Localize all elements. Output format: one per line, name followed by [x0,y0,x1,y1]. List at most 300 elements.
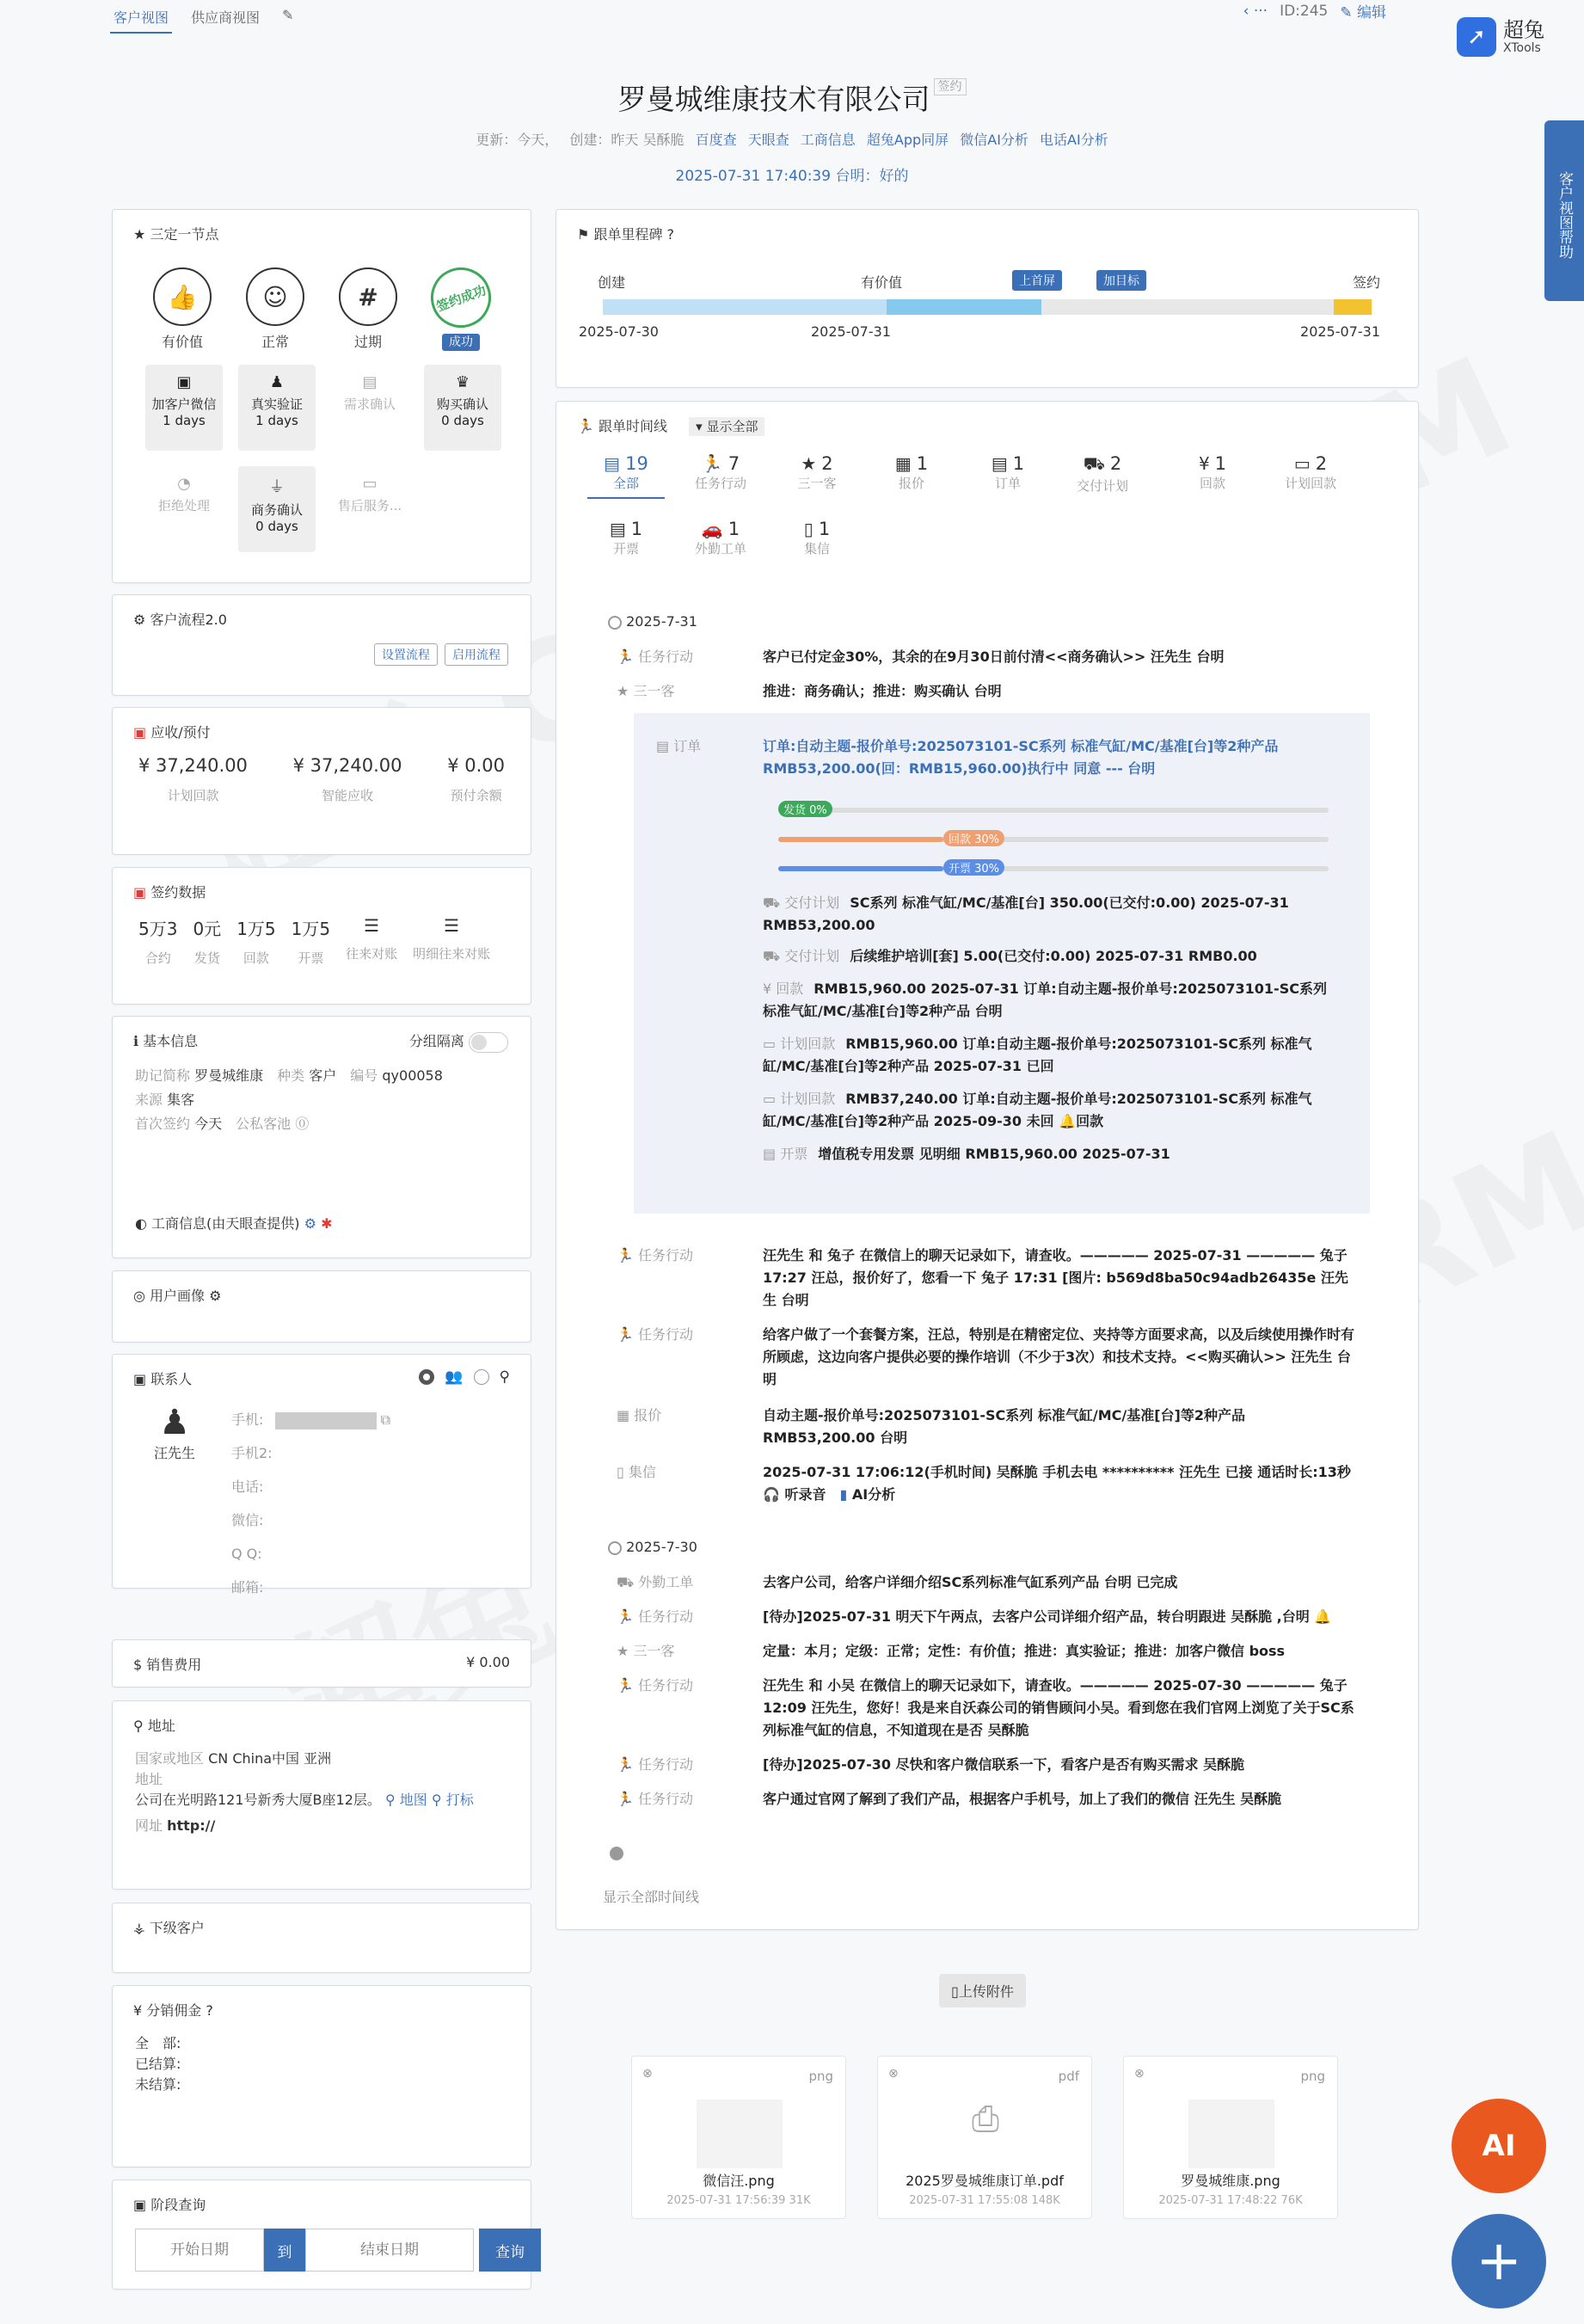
help-icon[interactable]: ? [666,226,675,243]
entry-type: ⛟ 外勤工单 [617,1574,694,1590]
attachment-card[interactable] [631,2056,846,2219]
mobile2-label: 手机2: [231,1445,273,1461]
file-ext: png [808,2069,833,2084]
hash-icon: # [339,267,397,326]
brand-logo [1457,17,1544,57]
filter-tab[interactable] [778,519,856,557]
order-type: ▤ 订单 [656,738,702,754]
portrait-title: ◎ 用户画像 ⚙ [133,1288,222,1304]
kind-value: 客户 [309,1067,337,1084]
isolate-toggle[interactable] [469,1032,508,1053]
entry-type-text: 集信 [628,1464,656,1480]
filter-count: 1 [818,519,831,539]
logo-name: 超兔 [1503,18,1544,42]
logo-icon: ➚ [1457,17,1496,57]
sales-fee-value: ¥ 0.00 [466,1654,510,1670]
entry-type: 🏃 任务行动 [617,1677,694,1694]
stat-receipt[interactable] [236,915,275,967]
timeline-entry[interactable] [556,1405,1418,1451]
commission-all: 全 部: [135,2035,181,2051]
step-add-wechat[interactable] [145,365,223,451]
entry-type-text: 任务行动 [638,1677,694,1694]
entry-type: ▯ 集信 [617,1464,656,1480]
box-icon: ▭ [362,475,378,493]
entry-text [763,1461,1358,1506]
order-sub-item[interactable] [763,1088,1335,1133]
ms-segment-2 [887,299,1041,315]
meta-update: 更新：今天， [476,132,559,148]
file-name: 微信汪.png [703,2173,775,2189]
prepaid-label: 预付余额 [450,788,502,803]
help-icon[interactable]: ? [206,2002,213,2019]
biz-info-row: ◐ 工商信息(由天眼查提供) ⚙ ✱ [135,1215,333,1232]
entry-text: 推进：商务确认；推进：购买确认 台明 [763,683,1002,699]
view-tabs [110,5,297,34]
back-icon[interactable]: ‹ ··· [1243,2,1268,20]
web-value[interactable]: http:// [167,1817,216,1834]
filter-icon: 🏃 [701,453,723,474]
step-demand[interactable] [331,365,408,451]
filter-count: 1 [630,519,643,539]
filter-tab[interactable] [682,519,759,557]
entry-text: 汪先生 和 兔子 在微信上的聊天记录如下，请查收。————— 2025-07-31 ————— 兔子 17:27 汪总，报价好了，您看一下 兔子 17:31 [图片: b569d8ba50c94adb26435e 汪先生 台明 [763,1247,1348,1308]
filter-tab[interactable] [682,453,759,492]
show-all-label: 显示全部 [706,419,758,434]
step-aftersale[interactable] [331,466,408,552]
contact-person[interactable] [154,1403,195,1462]
filter-tab[interactable] [1064,453,1141,495]
file-time: 2025-07-31 17:56:39 31K [666,2194,811,2207]
flow-title-text: 客户流程2.0 [150,612,227,628]
stat-contract[interactable] [138,915,177,967]
step-label: 售后服务... [337,498,402,513]
filter-icon: ▦ [894,453,912,474]
step-days: 0 days [255,519,298,534]
sub-type: ¥ 回款 [763,981,804,997]
contact-name: 汪先生 [154,1445,196,1461]
filter-icon: ⏚ [269,478,285,496]
file-time: 2025-07-31 17:48:22 76K [1158,2194,1303,2207]
filter-label: 全部 [612,476,639,491]
plan-receipt-label: 计划回款 [167,788,219,803]
order-sub-item[interactable] [763,892,1335,937]
basic-info-card [112,1016,531,1258]
gongshang-link[interactable]: 工商信息 [800,132,856,148]
show-all-timeline-link[interactable]: 显示全部时间线 [603,1889,700,1905]
query-button[interactable]: 查询 [479,2229,541,2272]
stat-invoice[interactable] [292,915,330,967]
stat-label: 发货 [193,950,220,966]
step-label: 商务确认 [250,502,303,518]
file-ext: pdf [1058,2069,1079,2084]
end-date-input[interactable] [305,2229,474,2272]
filter-icon: ▤ [991,453,1008,474]
upload-label: 上传附件 [958,1983,1014,2000]
timeline-entry[interactable] [556,1324,1418,1393]
sanding-icons [113,267,531,351]
step-label: 需求确认 [343,397,396,412]
timeline-entry[interactable] [556,1245,1418,1313]
sub-text: 增值税专用发票 见明细 RMB15,960.00 2025-07-31 [818,1146,1170,1162]
stat-label: 开票 [298,950,324,966]
progress-label: 回款 30% [943,830,1004,846]
chart-icon: ▣ [133,884,147,901]
entry-text: 客户通过官网了解到了我们产品，根据客户手机号，加上了我们的微信 汪先生 吴酥脆 [763,1791,1282,1807]
isolate-label: 分组隔离 [408,1033,464,1049]
doc-icon: ▤ [362,373,378,391]
map-label: 地图 [399,1792,427,1808]
filter-label: 交付计划 [1076,478,1128,494]
ai-label: AI分析 [851,1486,896,1503]
contact-card [112,1354,531,1595]
close-icon[interactable]: ⊗ [642,2067,653,2081]
stat-label: 往来对账 [346,946,398,962]
smart-receivable[interactable] [293,755,402,804]
ms-top-tag[interactable]: 上首屏 [1012,270,1062,291]
basic-title-text: 基本信息 [143,1033,199,1049]
filter-label: 三一客 [797,476,837,491]
entry-type-text: 任务行动 [638,1791,694,1807]
filter-label: 订单 [994,476,1021,491]
commission-settled: 已结算: [135,2056,181,2072]
sub-text: RMB15,960.00 订单:自动主题-报价单号:2025073101-SC系列 标准气缸/MC/基准[台]等2种产品 2025-07-31 已回 [763,1036,1312,1074]
robot-icon[interactable]: ⚙ [304,1215,316,1232]
step-verify[interactable] [238,365,316,451]
filter-count: 19 [625,453,648,474]
tab-supplier-view[interactable]: 供应商视图 [191,9,261,26]
help-tab[interactable]: 客户视图帮助 [1544,120,1584,301]
baidu-link[interactable]: 百度查 [695,132,737,148]
entry-type-text: 任务行动 [638,1756,694,1773]
money-icon: ▣ [133,724,147,741]
timeline-entry[interactable] [556,1461,1418,1508]
source-value: 集客 [167,1091,195,1108]
timeline-card [556,401,1419,1930]
sub-customers-title-text: 下级客户 [149,1920,205,1936]
gear-icon[interactable]: ⚙ [209,1288,222,1304]
file-thumbnail: ⎙ [972,2100,999,2139]
pie-icon: ◔ [177,475,191,493]
order-sub-item[interactable] [763,1033,1335,1078]
enable-flow-button[interactable]: 启用流程 [445,643,508,666]
address-title: ⚲ 地址 [133,1718,175,1734]
entry-text: [待办]2025-07-30 尽快和客户微信联系一下，看客户是否有购买需求 吴酥脆 [763,1756,1245,1773]
step-label: 真实验证 [250,397,303,412]
valuable-label: 有价值 [161,334,203,350]
order-sub-item[interactable] [763,1143,1335,1165]
filter-count: 2 [1315,453,1328,474]
file-name: 罗曼城维康.png [1181,2173,1280,2189]
smile-icon: ☺ [246,267,304,326]
edit-button[interactable]: ✎ 编辑 [1340,4,1386,22]
filter-tab[interactable] [1174,453,1251,492]
commission-rows [113,2033,531,2095]
ms-segment-1 [603,299,887,315]
receivable-title [113,708,531,755]
stage-steps [113,351,531,566]
thumb-up-icon: 👍 [153,267,212,326]
ms-create-label: 创建 [598,274,626,291]
kind-label: 种类 [277,1067,305,1084]
listen-label: 听录音 [784,1486,826,1503]
valuable-item[interactable] [152,267,212,351]
sub-type: ⛟ 交付计划 [763,895,840,911]
entry-type: 🏃 任务行动 [617,649,694,665]
ms-segment-sign [1334,299,1372,315]
entry-text: 客户已付定金30%，其余的在9月30日前付清<<商务确认>> 汪先生 台明 [763,649,1225,665]
entry-type: 🏃 任务行动 [617,1247,694,1263]
call-label: 打标 [445,1792,474,1808]
radio-tree[interactable] [474,1369,489,1385]
order-type-text: 订单 [673,738,702,754]
mobile-blurred [275,1412,377,1429]
filter-count: 1 [916,453,929,474]
ms-date-create: 2025-07-30 [579,323,659,340]
timeline-title: 跟单时间线 [599,418,668,434]
sign-data-card [112,867,531,1005]
ms-date-value: 2025-07-31 [811,323,891,340]
milestone-title: ⚑ 跟单里程碑 ? [577,226,675,243]
timeline-end-dot [610,1847,623,1860]
entry-type-text: 三一客 [633,1643,675,1659]
flow-actions [374,643,508,666]
mobile-row [231,1403,390,1436]
company-title [0,77,1584,118]
flow-title: ⚙ 客户流程2.0 [133,612,227,628]
progress-bar [778,863,1329,876]
app-link[interactable]: 超兔App同屏 [866,132,949,148]
group-icon: 👥 [445,1368,464,1386]
filter-tab[interactable] [587,453,665,499]
expired-label: 过期 [353,334,382,350]
radio-list[interactable] [419,1369,434,1385]
milestone-bar [603,299,1372,315]
no-value: qy00058 [382,1067,443,1084]
ai-analysis-link[interactable]: ▮ AI分析 [839,1486,896,1503]
prepaid-balance[interactable] [447,755,505,804]
source-label: 来源 [135,1091,163,1108]
entry-type: ★ 三一客 [617,683,675,699]
sub-type: ▤ 开票 [763,1146,808,1162]
stat-detail-reconcile[interactable] [413,915,490,967]
progress-label: 发货 0% [778,801,832,817]
progress-fill [778,837,943,842]
pool-label: 公私客池 [236,1116,292,1132]
progress-label: 开票 30% [943,859,1004,876]
file-ext: png [1300,2069,1325,2084]
meta-create: 创建：昨天 吴酥脆 [569,132,685,148]
bug-icon[interactable]: ✱ [321,1215,333,1232]
pool-icon[interactable]: ⓪ [295,1116,310,1132]
isolate-toggle-row [409,1030,508,1053]
ai-fab[interactable]: AI [1452,2099,1546,2193]
date-node-1 [608,613,697,630]
sign-data-title [113,868,531,915]
biz-info-label: 工商信息(由天眼查提供) [151,1215,300,1232]
filter-tab[interactable] [1272,453,1349,492]
attachment-card[interactable] [877,2056,1092,2219]
sub-type: ⛟ 交付计划 [763,948,840,964]
address-card [112,1700,531,1890]
list-icon: ☰ [444,915,460,936]
normal-item[interactable] [245,267,305,351]
stat-reconcile[interactable] [346,915,397,967]
listen-record-link[interactable]: 🎧 听录音 [763,1486,826,1503]
timeline-header: 🏃 跟单时间线 ▾ 显示全部 [556,402,1418,449]
region-label: 国家或地区 [135,1750,205,1767]
order-sub-item[interactable] [763,945,1335,968]
milestone-card [556,209,1419,388]
filter-icon: ⛟ [1083,453,1105,474]
filter-icon: ▤ [609,519,626,539]
pin-icon[interactable]: ✎ [282,7,294,23]
smart-receivable-label: 智能应收 [322,788,374,803]
sales-fee-title: $ 销售费用 [133,1657,202,1673]
alias-label: 助记简称 [135,1067,191,1084]
filter-icon: 🚗 [701,519,723,539]
tianyan-link[interactable]: 天眼查 [747,132,789,148]
close-icon[interactable]: ⊗ [888,2067,899,2081]
smart-receivable-value: ¥ 37,240.00 [292,755,402,776]
logo-sub: XTools [1503,41,1541,55]
sub-type: ▭ 计划回款 [763,1036,836,1052]
filter-label: 外勤工单 [694,541,746,556]
ms-value-label: 有价值 [861,274,903,291]
stage-query-form [135,2229,541,2272]
commission-title-text: 分销佣金 [146,2002,202,2019]
sub-text: SC系列 标准气缸/MC/基准[台] 350.00(已交付:0.00) 2025-07-31 RMB53,200.00 [763,895,1289,933]
step-days: 1 days [163,413,206,428]
step-reject[interactable] [145,466,223,552]
entry-type-text: 报价 [634,1407,662,1423]
filter-tab[interactable] [969,453,1047,492]
file-time: 2025-07-31 17:55:08 148K [909,2194,1060,2207]
attachment-card[interactable] [1123,2056,1338,2219]
first-sign-value: 今天 [194,1116,223,1132]
stat-ship[interactable] [193,915,221,967]
ms-date-sign: 2025-07-31 [1300,323,1380,340]
status-badge: 签约 [934,78,967,95]
tab-customer-view[interactable]: 客户视图 [110,5,172,34]
ms-target-tag[interactable]: 加目标 [1096,270,1146,291]
contact-fields [231,1403,390,1604]
filter-tab[interactable] [873,453,950,492]
top-actions [1243,0,1386,22]
close-icon[interactable]: ⊗ [1134,2067,1145,2081]
wechat-ai-link[interactable]: 微信AI分析 [960,132,1028,148]
filter-tab[interactable] [778,453,856,492]
ms-sign-label: 签约 [1352,274,1380,291]
contact-view-switch [419,1368,510,1386]
set-flow-button[interactable]: 设置流程 [374,643,438,666]
filter-icon: ▭ [1293,453,1311,474]
stat-value: 5万3 [138,919,178,939]
address-title-text: 地址 [147,1718,175,1734]
step-business[interactable] [238,466,316,552]
step-label: 购买确认 [436,397,488,412]
order-text[interactable]: 订单:自动主题-报价单号:2025073101-SC系列 标准气缸/MC/基准[台]等2种产品 RMB53,200.00(回：RMB15,960.00)执行中 同意 --- 台明 [763,738,1279,777]
success-item[interactable] [431,267,491,351]
call-record-text: 2025-07-31 17:06:12(手机时间) 吴酥脆 手机去电 ********** 汪先生 已接 通话时长:13秒 [763,1464,1351,1480]
file-name: 2025罗曼城维康订单.pdf [906,2173,1064,2189]
plan-receipt[interactable] [138,755,248,804]
start-date-input[interactable] [135,2229,264,2272]
file-thumbnail [697,2100,783,2168]
upload-button[interactable]: ▯上传附件 [939,1974,1026,2007]
sub-text: RMB37,240.00 订单:自动主题-报价单号:2025073101-SC系列 标准气缸/MC/基准[台]等2种产品 2025-09-30 未回 🔔回款 [763,1091,1312,1129]
sanding-card [112,209,531,583]
address-fields [113,1749,531,1836]
step-label: 加客户微信 [151,397,217,412]
copy-icon[interactable]: ⧉ [380,1411,391,1428]
expired-item[interactable] [338,267,398,351]
filter-tab[interactable] [587,519,665,557]
commission-title: ¥ 分销佣金 ? [133,2002,213,2019]
addr-value: 公司在光明路121号新秀大厦B座12层。 [135,1792,381,1808]
entry-type-text: 外勤工单 [638,1574,694,1590]
sub-text: RMB15,960.00 2025-07-31 订单:自动主题-报价单号:2025073101-SC系列 标准气缸/MC/基准[台]等2种产品 台明 [763,981,1327,1019]
show-all-dropdown[interactable]: ▾ 显示全部 [689,417,764,436]
stage-query-title: ▣ 阶段查询 [133,2197,206,2213]
phone-label: 电话: [231,1479,264,1495]
stat-value: 1万5 [236,919,276,939]
map-link[interactable]: ⚲ 地图 [384,1792,427,1808]
sign-stats [113,915,531,967]
entry-type: ★ 三一客 [617,1643,675,1659]
add-fab[interactable]: + [1452,2214,1546,2309]
filter-count: 1 [1012,453,1025,474]
progress-bar [778,804,1329,817]
basic-info-title: ℹ 基本信息 [133,1033,199,1049]
phone-ai-link[interactable]: 电话AI分析 [1040,132,1108,148]
milestone-title-text: 跟单里程碑 [593,226,663,243]
date-dot [608,616,622,630]
sales-title-text: 销售费用 [146,1657,202,1673]
filter-count: 2 [821,453,833,474]
filter-icon: ▯ [803,519,813,539]
step-purchase[interactable] [424,365,501,451]
first-sign-label: 首次签约 [135,1116,191,1132]
meta-line [0,129,1584,149]
timeline-entry[interactable] [556,1675,1418,1743]
sign-success-stamp: 签约成功 [422,259,500,336]
entry-type: 🏃 任务行动 [617,1756,694,1773]
entry-type: ▦ 报价 [617,1407,662,1423]
filter-icon: ★ [801,453,817,474]
call-link[interactable]: ⚲ 打标 [431,1792,474,1808]
web-label: 网址 [135,1817,163,1834]
contact-title-text: 联系人 [150,1371,193,1387]
filter-count: 1 [728,519,740,539]
filter-label: 回款 [1199,476,1225,491]
order-sub-item[interactable] [763,978,1335,1023]
stage-title-text: 阶段查询 [150,2197,206,2213]
entry-text: 自动主题-报价单号:2025073101-SC系列 标准气缸/MC/基准[台]等2种产品 RMB53,200.00 台明 [763,1407,1245,1446]
sign-data-title-text: 签约数据 [150,884,206,901]
filter-label: 计划回款 [1284,476,1336,491]
sub-type: ▭ 计划回款 [763,1091,836,1107]
date-label: 2025-7-31 [626,613,697,630]
entry-text: 给客户做了一个套餐方案，汪总，特别是在精密定位、夹持等方面要求高，以及后续使用操作时有所顾虑，这边向客户提供必要的操作培训（不少于3次）和技术支持。<<购买确认>> 汪先生 台明 [763,1326,1355,1387]
step-label: 拒绝处理 [157,498,210,513]
commission-card [112,1985,531,2167]
entry-type-text: 三一客 [633,683,675,699]
trophy-icon: ♛ [455,373,470,391]
filter-label: 报价 [898,476,924,491]
tree-icon: ⚲ [499,1368,510,1386]
region-value: CN China中国 亚洲 [208,1750,332,1767]
portrait-card [112,1270,531,1343]
